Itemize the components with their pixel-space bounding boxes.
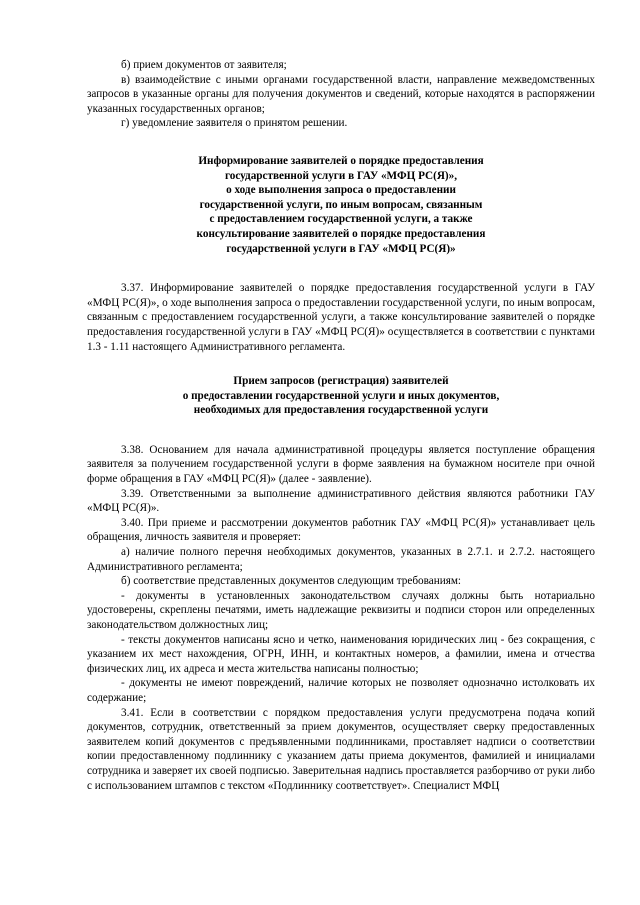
heading-line: с предоставлением государственной услуги, а также: [209, 213, 473, 226]
paragraph: 3.39. Ответственными за выполнение административного действия являются работники ГАУ «МФЦ РС(Я)».: [87, 487, 595, 515]
section-heading: [87, 154, 595, 256]
heading-line: Прием запросов (регистрация) заявителей: [233, 375, 449, 388]
paragraph-3-37: 3.37. Информирование заявителей о порядке предоставления государственной услуги в ГАУ «МФЦ РС(Я)», о ходе выполнения запроса о предоставлении государственной услуги, по иным вопросам, связанным с предоставлением государственной услуги, а также консультирование заявителей о порядке предоставления государственной услуги в ГАУ «МФЦ РС(Я)» осуществляется в соответствии с пунктами 1.3 - 1.11 настоящего Административного регламента.: [87, 282, 595, 353]
heading-line: государственной услуги, по иным вопросам, связанным: [199, 198, 483, 211]
heading-line: консультирование заявителей о порядке предоставления: [196, 227, 486, 240]
paragraph: а) наличие полного перечня необходимых документов, указанных в 2.7.1. и 2.7.2. настоящего Административного регламента;: [87, 546, 595, 573]
heading-line: необходимых для предоставления государственной услуги: [193, 404, 489, 417]
paragraph: - тексты документов написаны ясно и четко, наименования юридических лиц - без сокращения, с указанием их мест нахождения, ОГРН, ИНН, и контактных номеров, а фамилии, имена и отчества физических лиц, их адреса и места жительства написаны полностью;: [87, 633, 595, 675]
section-heading: [87, 374, 595, 418]
list-item: б) прием документов от заявителя;: [121, 59, 287, 71]
list-item: в) взаимодействие с иными органами государственной власти, направление межведомственных запросов в указанные органы для получения документов и сведений, которые находятся в распоряжении указанных государственных органов;: [87, 73, 595, 115]
heading-line: государственной услуги в ГАУ «МФЦ РС(Я)»,: [224, 169, 458, 182]
paragraph: б) соответствие представленных документов следующим требованиям:: [121, 575, 462, 588]
paragraph: 3.41. Если в соответствии с порядком предоставления услуги предусмотрена подача копий документов, сотрудник, ответственный за прием документов, осуществляет сверку предоставленных заявителем копий документов с предъявленными подлинниками, проставляет надписи о соответствии копии предоставленному подлиннику с указанием даты приема документов, фамилией и инициалами сотрудника и заверяет их своей подписью. Заверительная надпись проставляется разборчиво от руки либо с использованием штампов с текстом «Подлиннику соответствует». Специалист МФЦ: [87, 706, 595, 792]
heading-line: Информирование заявителей о порядке предоставления: [198, 154, 484, 167]
paragraph: - документы не имеют повреждений, наличие которых не позволяет однозначно истолковать их содержание;: [87, 677, 595, 704]
paragraph: 3.38. Основанием для начала административной процедуры является поступление обращения заявителя за получением государственной услуги в форме заявления на бумажном носителе при очной форме обращения в ГАУ «МФЦ РС(Я)» (далее - заявление).: [87, 443, 595, 486]
document-page: [87, 58, 595, 793]
list-item: г) уведомление заявителя о принятом решении.: [121, 117, 348, 130]
heading-line: государственной услуги в ГАУ «МФЦ РС(Я)»: [226, 242, 456, 255]
heading-line: о предоставлении государственной услуги и иных документов,: [182, 389, 500, 402]
paragraph: 3.40. При приеме и рассмотрении документов работник ГАУ «МФЦ РС(Я)» устанавливает цель обращения, личность заявителя и проверяет:: [87, 516, 595, 544]
heading-line: о ходе выполнения запроса о предоставлении: [226, 184, 456, 197]
paragraph: - документы в установленных законодательством случаях должны быть нотариально удостоверены, скреплены печатями, иметь надлежащие реквизиты и подписи сторон или определенных законодательством должностных лиц;: [87, 589, 595, 631]
